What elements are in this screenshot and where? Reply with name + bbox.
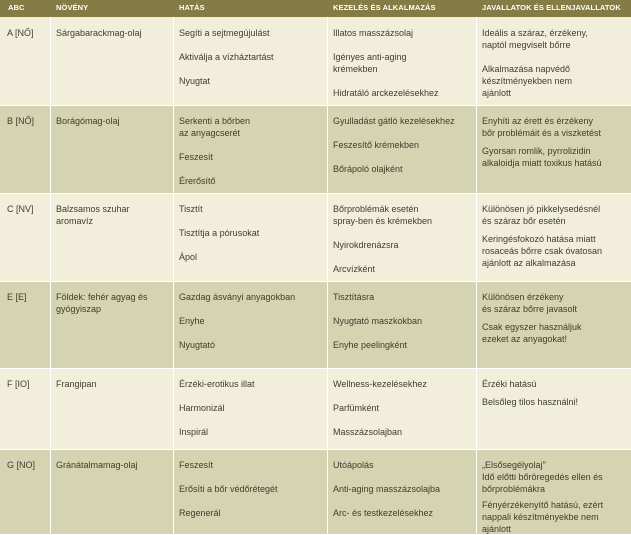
table-row bbox=[0, 449, 631, 534]
note-item: Érzéki hatású bbox=[482, 379, 537, 389]
column-divider bbox=[476, 105, 477, 193]
note-item: Keringésfokozó hatása miatt bbox=[482, 234, 596, 244]
use-item: Wellness-kezelésekhez bbox=[333, 379, 427, 389]
note-item: bőrproblémákra bbox=[482, 484, 546, 494]
note-item: Csak egyszer használjuk bbox=[482, 322, 582, 332]
use-item: Arc- és testkezelésekhez bbox=[333, 508, 434, 518]
effect-item: Regenerál bbox=[179, 508, 221, 518]
plant-name: aromavíz bbox=[56, 216, 94, 226]
column-divider bbox=[327, 105, 328, 193]
abc-code: F [IO] bbox=[7, 379, 30, 389]
abc-code: E [E] bbox=[7, 292, 27, 302]
use-item: Nyugtató maszkokban bbox=[333, 316, 423, 326]
note-item: nappali készítményekbe nem bbox=[482, 512, 599, 522]
column-divider bbox=[327, 281, 328, 368]
use-item: Arcvízként bbox=[333, 264, 376, 274]
header-abc: ABC bbox=[8, 3, 25, 12]
use-item: Tisztításra bbox=[333, 292, 375, 302]
header-kezeles: KEZELÉS ÉS ALKALMAZÁS bbox=[333, 3, 436, 12]
use-item: Illatos masszázsolaj bbox=[333, 28, 414, 38]
effect-item: Feszesít bbox=[179, 460, 214, 470]
use-item: Anti-aging masszázsolajba bbox=[333, 484, 441, 494]
plant-name: Földek: fehér agyag és bbox=[56, 292, 148, 302]
abc-code: C [NV] bbox=[7, 204, 34, 214]
note-item: készítményekben nem bbox=[482, 76, 573, 86]
use-item: Utóápolás bbox=[333, 460, 374, 470]
plant-name: Sárgabarackmag-olaj bbox=[56, 28, 142, 38]
note-item: rosaceás bőrre csak óvatosan bbox=[482, 246, 603, 256]
note-item: Különösen érzékeny bbox=[482, 292, 564, 302]
plant-name: Gránátalmamag-olaj bbox=[56, 460, 138, 470]
effect-item: Aktiválja a vízháztartást bbox=[179, 52, 274, 62]
use-item: Hidratáló arckezelésekhez bbox=[333, 88, 439, 98]
note-item: Ideális a száraz, érzékeny, bbox=[482, 28, 588, 38]
note-item: ajánlott bbox=[482, 88, 512, 98]
table-row bbox=[0, 281, 631, 368]
table-header bbox=[0, 0, 631, 17]
use-item: Gyulladást gátló kezelésekhez bbox=[333, 116, 455, 126]
effect-item: Tisztítja a pórusokat bbox=[179, 228, 260, 238]
column-divider bbox=[327, 17, 328, 105]
column-divider bbox=[476, 368, 477, 449]
abc-code: B [NŐ] bbox=[7, 116, 35, 126]
abc-code: G [NO] bbox=[7, 460, 36, 470]
note-item: alkaloidja miatt toxikus hatású bbox=[482, 158, 602, 168]
plant-name: Frangipan bbox=[56, 379, 97, 389]
table-row bbox=[0, 368, 631, 449]
column-divider bbox=[476, 449, 477, 534]
abc-code: A [NŐ] bbox=[7, 28, 34, 38]
note-item: Gyorsan romlik, pyrrolizidin bbox=[482, 146, 591, 156]
note-item: Idő előtti bőröregedés ellen és bbox=[482, 472, 603, 482]
column-divider bbox=[327, 368, 328, 449]
use-item: Nyirokdrenázsra bbox=[333, 240, 399, 250]
use-item: Bőrápoló olajként bbox=[333, 164, 403, 174]
effect-item: Érerősítő bbox=[179, 176, 216, 186]
effect-item: Nyugtat bbox=[179, 76, 211, 86]
plant-name: Balzsamos szuhar bbox=[56, 204, 130, 214]
note-item: Alkalmazása napvédő bbox=[482, 64, 571, 74]
row-divider bbox=[0, 193, 631, 194]
note-item: és száraz bőr esetén bbox=[482, 216, 566, 226]
use-item: Enyhe peelingként bbox=[333, 340, 408, 350]
column-divider bbox=[50, 105, 51, 193]
column-divider bbox=[173, 17, 174, 105]
use-item: Igényes anti-aging bbox=[333, 52, 407, 62]
use-item: Bőrproblémák esetén bbox=[333, 204, 419, 214]
plant-name: Borágómag-olaj bbox=[56, 116, 120, 126]
column-divider bbox=[476, 17, 477, 105]
note-item: naptól megviselt bőrre bbox=[482, 40, 571, 50]
table-row bbox=[0, 193, 631, 281]
column-divider bbox=[50, 17, 51, 105]
column-divider bbox=[476, 281, 477, 368]
use-item: Parfümként bbox=[333, 403, 380, 413]
header-noveny: NÖVÉNY bbox=[56, 3, 89, 12]
column-divider bbox=[173, 449, 174, 534]
note-item: ajánlott az alkalmazása bbox=[482, 258, 576, 268]
effect-item: Serkenti a bőrben bbox=[179, 116, 251, 126]
effect-item: Harmonizál bbox=[179, 403, 225, 413]
table-row bbox=[0, 17, 631, 105]
column-divider bbox=[173, 193, 174, 281]
effect-item: az anyagcserét bbox=[179, 128, 241, 138]
column-divider bbox=[173, 281, 174, 368]
use-item: spray-ben és krémekben bbox=[333, 216, 433, 226]
note-item: és száraz bőrre javasolt bbox=[482, 304, 578, 314]
note-item: Fényérzékenyítő hatású, ezért bbox=[482, 500, 604, 510]
effect-item: Tisztít bbox=[179, 204, 203, 214]
effect-item: Ápol bbox=[179, 252, 198, 262]
effect-item: Feszesít bbox=[179, 152, 214, 162]
effect-item: Inspirál bbox=[179, 427, 209, 437]
column-divider bbox=[173, 105, 174, 193]
row-divider bbox=[0, 281, 631, 282]
note-item: ajánlott bbox=[482, 524, 512, 534]
row-divider bbox=[0, 105, 631, 106]
use-item: Masszázsolajban bbox=[333, 427, 403, 437]
header-hatas: HATÁS bbox=[179, 3, 205, 12]
use-item: Feszesítő krémekben bbox=[333, 140, 420, 150]
effect-item: Enyhe bbox=[179, 316, 205, 326]
note-item: Enyhíti az érett és érzékeny bbox=[482, 116, 594, 126]
column-divider bbox=[327, 193, 328, 281]
column-divider bbox=[327, 449, 328, 534]
column-divider bbox=[50, 449, 51, 534]
note-item: Belsőleg tilos használni! bbox=[482, 397, 579, 407]
column-divider bbox=[173, 368, 174, 449]
note-item: ezeket az anyagokat! bbox=[482, 334, 568, 344]
row-divider bbox=[0, 368, 631, 369]
effect-item: Gazdag ásványi anyagokban bbox=[179, 292, 296, 302]
effect-item: Nyugtató bbox=[179, 340, 216, 350]
note-item: Különösen jó pikkelysedésnél bbox=[482, 204, 601, 214]
effect-item: Erősíti a bőr védőrétegét bbox=[179, 484, 278, 494]
table-row bbox=[0, 105, 631, 193]
column-divider bbox=[476, 193, 477, 281]
header-javallatok: JAVALLATOK ÉS ELLENJAVALLATOK bbox=[482, 3, 621, 12]
note-item: bőr problémáit és a viszketést bbox=[482, 128, 602, 138]
plant-name: gyógyiszap bbox=[56, 304, 102, 314]
column-divider bbox=[50, 368, 51, 449]
use-item: krémekben bbox=[333, 64, 378, 74]
note-item: „Elsősegélyolaj" bbox=[482, 460, 546, 470]
row-divider bbox=[0, 449, 631, 450]
column-divider bbox=[50, 281, 51, 368]
effect-item: Érzéki-erotikus illat bbox=[179, 379, 255, 389]
effect-item: Segíti a sejtmegújulást bbox=[179, 28, 270, 38]
column-divider bbox=[50, 193, 51, 281]
